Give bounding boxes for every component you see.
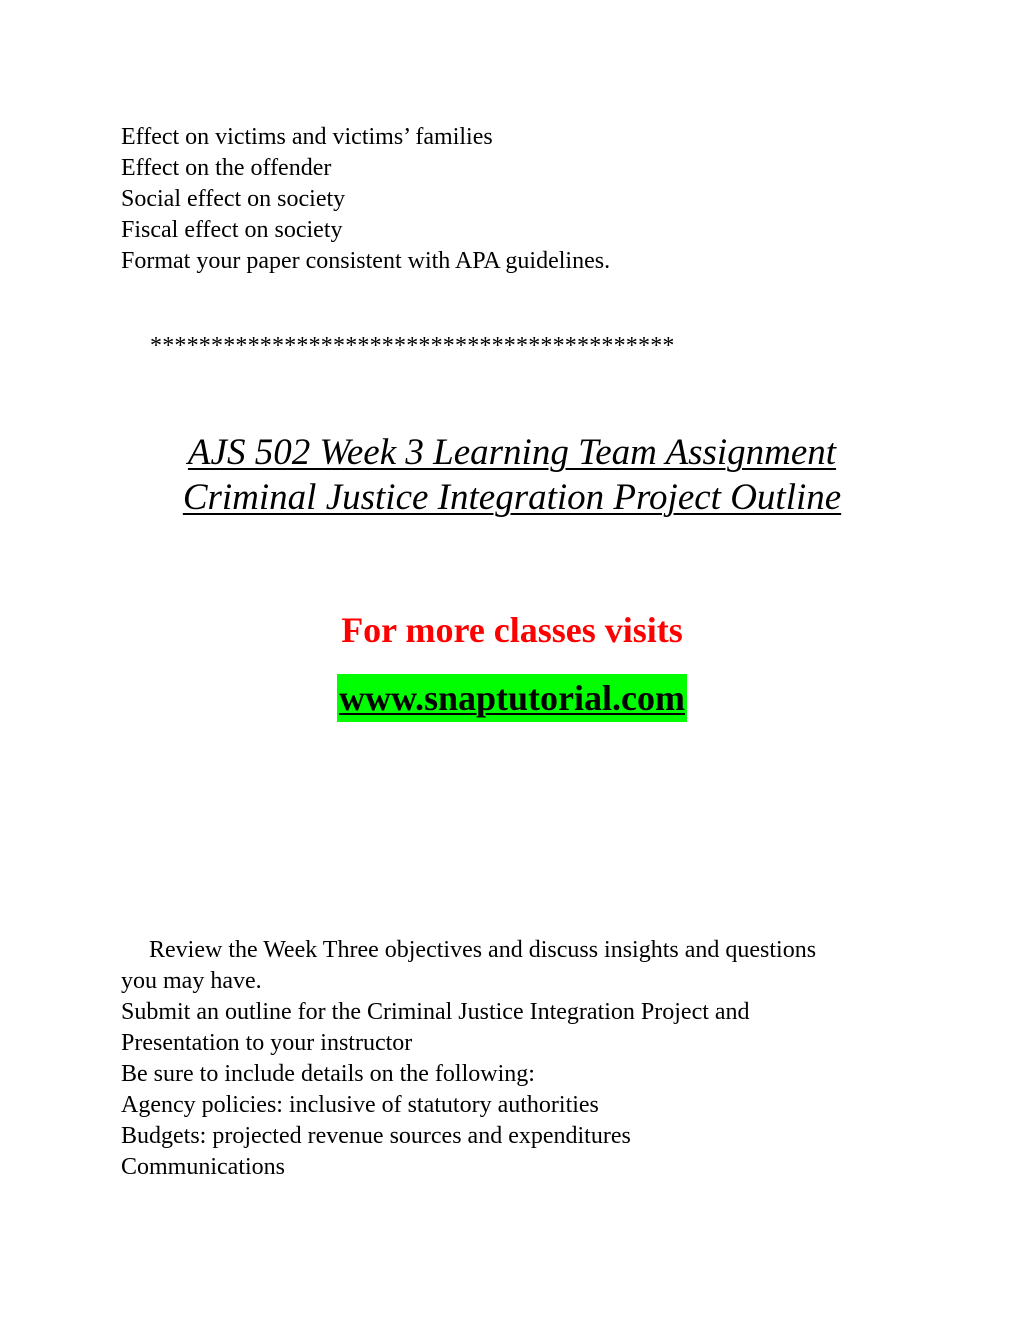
paragraph-line: Agency policies: inclusive of statutory authorities (121, 1092, 599, 1118)
assignment-title (0, 430, 1024, 520)
promo-text: For more classes visits (341, 610, 683, 650)
paragraph-line: Review the Week Three objectives and discuss insights and questions (149, 937, 817, 963)
promo-link-container (0, 674, 1024, 722)
list-item: Effect on the offender (121, 155, 332, 181)
title-line-2: Criminal Justice Integration Project Outline (182, 477, 842, 518)
paragraph-line: Budgets: projected revenue sources and expenditures (121, 1123, 631, 1149)
paragraph-line: Submit an outline for the Criminal Justice Integration Project and (121, 999, 750, 1025)
paragraph-line: Presentation to your instructor (121, 1030, 413, 1056)
paragraph-line: Be sure to include details on the following: (121, 1061, 535, 1087)
website-link[interactable]: www.snaptutorial.com (337, 674, 687, 722)
requirements-list (121, 122, 610, 277)
title-line-1: AJS 502 Week 3 Learning Team Assignment (187, 432, 837, 473)
assignment-description (121, 935, 921, 1183)
asterisk-separator: ******************************************* (150, 333, 675, 359)
list-item: Social effect on society (121, 186, 346, 212)
paragraph-line: Communications (121, 1154, 285, 1180)
paragraph-line: you may have. (121, 968, 262, 994)
list-item: Fiscal effect on society (121, 217, 343, 243)
list-item: Format your paper consistent with APA guidelines. (121, 248, 611, 274)
list-item: Effect on victims and victims’ families (121, 124, 493, 150)
